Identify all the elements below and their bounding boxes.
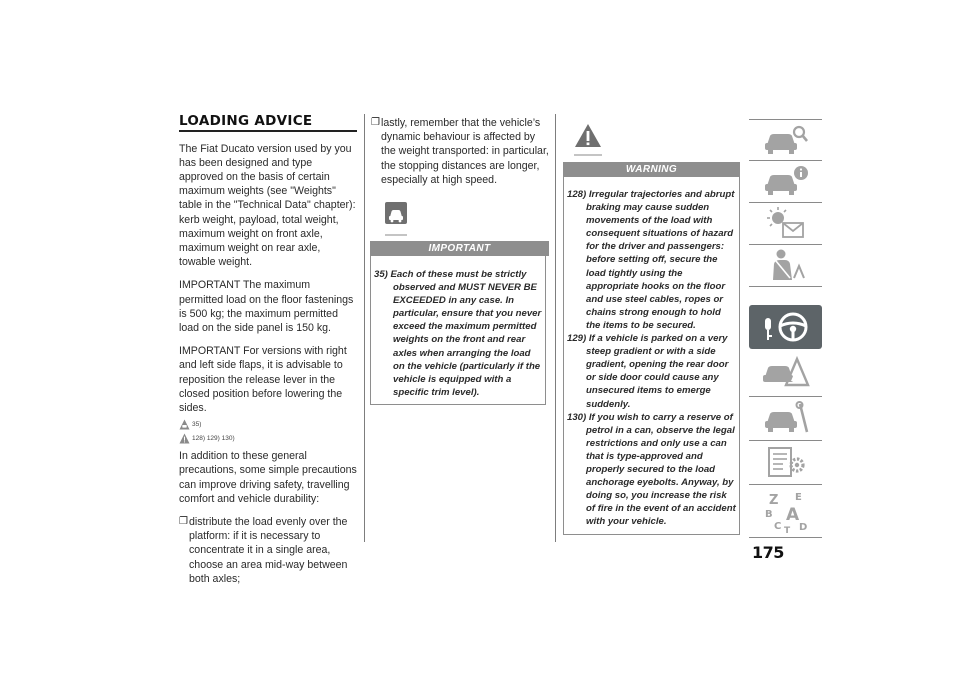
list-item — [179, 515, 357, 586]
document-gear-icon — [761, 445, 811, 479]
tab-divider — [749, 537, 822, 538]
section-title: LOADING ADVICE — [179, 113, 313, 129]
tab-divider — [749, 440, 822, 441]
warning-note: 129) If a vehicle is parked on a very steep gradient or with a side gradient, opening the rear door or side door could cause any unsecured items to emerge suddenly. — [567, 333, 729, 410]
tab-chapter-5[interactable] — [749, 305, 822, 349]
list-item — [371, 116, 549, 187]
warning-header: WARNING — [563, 162, 740, 177]
car-warning-icon — [384, 201, 408, 239]
tab-chapter-3[interactable] — [749, 203, 822, 243]
tab-chapter-9[interactable] — [749, 488, 822, 536]
list-item-text: lastly, remember that the vehicle’s dynamic behaviour is affected by the weight transported: in particular, the stopping distances are longer, especially at high speed. — [381, 117, 549, 186]
tab-chapter-1[interactable] — [749, 120, 822, 160]
column-right — [563, 122, 740, 535]
important-header: IMPORTANT — [370, 241, 549, 256]
important-reference[interactable] — [179, 418, 357, 431]
tab-divider — [749, 396, 822, 397]
tab-chapter-2[interactable] — [749, 161, 822, 201]
title-underline — [179, 130, 357, 132]
car-wrench-icon — [761, 401, 811, 435]
alphabet-index-icon — [761, 490, 811, 534]
column-left — [179, 114, 357, 595]
important-icon-wrap — [371, 201, 549, 241]
tab-divider — [749, 484, 822, 485]
tab-chapter-7[interactable] — [749, 398, 822, 438]
svg-text:D: D — [798, 522, 807, 533]
list-item-text: distribute the load evenly over the platform: if it is necessary to concentrate it in a single area, choose an area mid-way between both axles; — [189, 515, 348, 585]
warning-reference-label: 128) 129) 130) — [192, 434, 235, 442]
tab-chapter-8[interactable] — [749, 442, 822, 482]
key-steering-wheel-icon — [758, 309, 814, 345]
car-warning-icon — [179, 419, 190, 430]
svg-text:C: C — [773, 521, 781, 532]
paragraph-side-flaps: IMPORTANT For versions with right and left side flaps, it is advisable to reposition the release lever in the closed position before lowering the sides. — [179, 345, 347, 414]
svg-text:Z: Z — [768, 493, 778, 508]
exclamation-triangle-icon — [179, 433, 190, 444]
paragraph-floor-load: IMPORTANT The maximum permitted load on the floor fastenings is 500 kg; the maximum permitted load on the side panel is 150 kg. — [179, 279, 354, 334]
exclamation-triangle-icon — [573, 122, 603, 160]
column-divider — [555, 114, 556, 542]
bullet-icon: ❐ — [179, 515, 188, 527]
warning-reference[interactable] — [179, 432, 357, 445]
svg-text:T: T — [783, 526, 790, 534]
svg-text:B: B — [764, 509, 773, 520]
paragraph-precautions: In addition to these general precautions, some simple precautions can improve driving safety, travelling comfort and vehicle durability: — [179, 450, 357, 505]
column-divider — [364, 114, 365, 542]
page-number: 175 — [752, 543, 784, 562]
car-warning-triangle-icon — [761, 355, 811, 389]
paragraph-weights: The Fiat Ducato version used by you has been designed and type approved on the basis of certain maximum weights (see "Weights" table in the "Technical Data" chapter): kerb weight, payload, total weight, maximum weight on front axle, maximum weight on rear axle, towable weight. — [179, 142, 356, 269]
warning-box — [563, 177, 740, 535]
warning-panel — [563, 122, 740, 535]
person-seat-belt-icon — [761, 248, 811, 282]
svg-text:E: E — [794, 492, 802, 503]
warning-note: 130) If you wish to carry a reserve of petrol in a can, observe the legal restrictions and only use a can that is type-approved and properly secured to the load anchorage eyebolts. Anyway, by doing so, you increase the risk of fire in the event of an accident with your vehicle. — [567, 411, 736, 528]
tab-chapter-4[interactable] — [749, 245, 822, 285]
column-middle — [371, 116, 549, 405]
warning-icon-wrap — [563, 122, 740, 162]
car-magnifier-icon — [761, 123, 811, 157]
tab-divider — [749, 286, 822, 287]
warning-note: 128) Irregular trajectories and abrupt braking may cause sudden movements of the load with consequent situations of hazard for the driver and passengers: before setting off, secure the load tightly using the appropriate hooks on the floor and use steel cables, ropes or chains strong enough to hold the items to be secured. — [567, 189, 735, 331]
light-envelope-icon — [761, 206, 811, 240]
tab-chapter-6[interactable] — [749, 352, 822, 392]
important-box — [370, 256, 546, 405]
important-reference-label: 35) — [192, 420, 202, 428]
car-info-icon — [761, 164, 811, 198]
svg-text:A: A — [785, 505, 799, 525]
bullet-icon: ❐ — [371, 117, 380, 128]
important-panel — [371, 201, 549, 405]
important-note: 35) Each of these must be strictly observed and MUST NEVER BE EXCEEDED in any case. In particular, ensure that you never exceed the maximum permitted weights on the front and rear axles when arranging the load on the vehicle (particularly if the vehicle is equipped with a specific trim level). — [374, 269, 542, 398]
